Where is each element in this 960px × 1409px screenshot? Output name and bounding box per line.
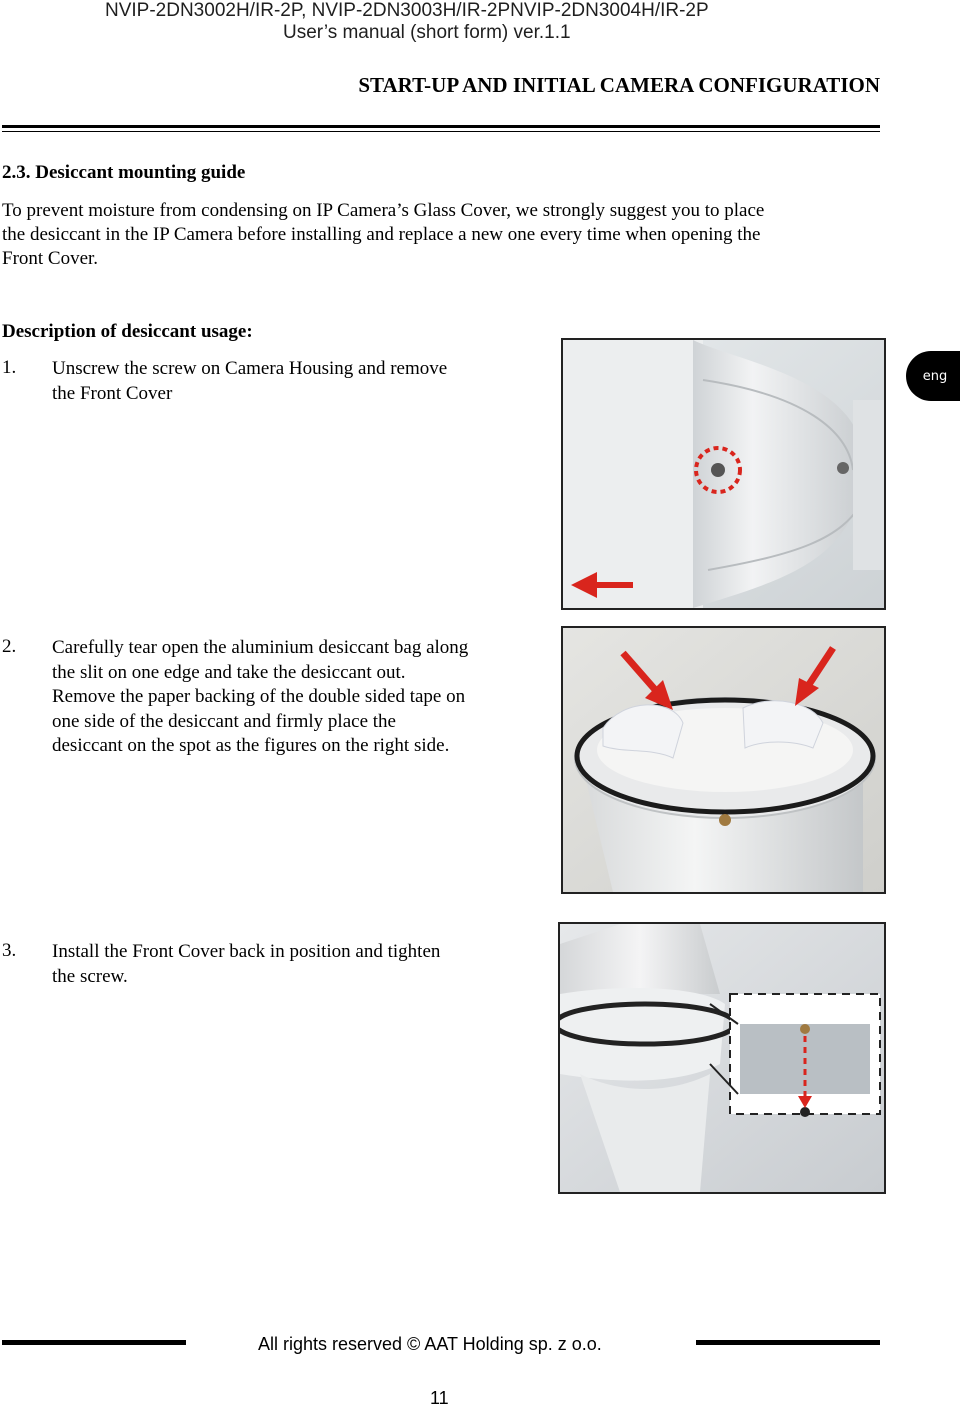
intro-line-1: To prevent moisture from condensing on IP Camera’s Glass Cover, we strongly suggest you to place	[2, 200, 765, 221]
footer-rule-left	[2, 1340, 186, 1345]
photo-desiccant-placement	[561, 626, 886, 894]
header-rule-thin	[2, 131, 880, 132]
step-1-number: 1.	[2, 357, 17, 378]
usage-subheading: Description of desiccant usage:	[2, 321, 253, 342]
photo-install-front-cover	[558, 922, 886, 1194]
step-3-number: 3.	[2, 940, 17, 961]
step-3-line-1: Install the Front Cover back in position and tighten	[52, 941, 441, 962]
section-heading: 2.3. Desiccant mounting guide	[2, 162, 246, 183]
step-1-text	[52, 357, 532, 406]
step-2-line-1: Carefully tear open the aluminium desiccant bag along	[52, 637, 469, 658]
intro-line-2: the desiccant in the IP Camera before installing and replace a new one every time when opening the	[2, 224, 761, 245]
desiccant-in-housing-photo	[563, 628, 884, 892]
step-1-line-1: Unscrew the screw on Camera Housing and remove	[52, 358, 448, 379]
page-number: 11	[430, 1388, 449, 1408]
header-rule-thick	[2, 125, 880, 128]
footer-rights: All rights reserved © AAT Holding sp. z o.o.	[258, 1334, 602, 1354]
header-manual-version: User’s manual (short form) ver.1.1	[283, 22, 571, 43]
step-2-line-4: one side of the desiccant and firmly place the	[52, 710, 396, 732]
step-2-line-2: the slit on one edge and take the desiccant out.	[52, 661, 406, 683]
chapter-title: START-UP AND INITIAL CAMERA CONFIGURATION	[358, 73, 880, 97]
footer-rule-right	[696, 1340, 880, 1345]
step-3-line-2: the screw.	[52, 965, 128, 987]
camera-housing-photo-1	[563, 340, 884, 608]
step-3-text	[52, 940, 532, 989]
header-models: NVIP-2DN3002H/IR-2P, NVIP-2DN3003H/IR-2PNVIP-2DN3004H/IR-2P	[105, 0, 709, 21]
step-2-number: 2.	[2, 636, 17, 657]
step-2-text	[52, 636, 532, 759]
photo-unscrew-front-cover	[561, 338, 886, 610]
step-2-line-3: Remove the paper backing of the double sided tape on	[52, 686, 466, 707]
language-tab: eng	[906, 351, 960, 401]
step-2-line-5: desiccant on the spot as the figures on the right side.	[52, 735, 450, 756]
intro-line-3: Front Cover.	[2, 248, 99, 269]
step-1-line-2: the Front Cover	[52, 382, 173, 404]
front-cover-installation-photo	[560, 924, 884, 1192]
